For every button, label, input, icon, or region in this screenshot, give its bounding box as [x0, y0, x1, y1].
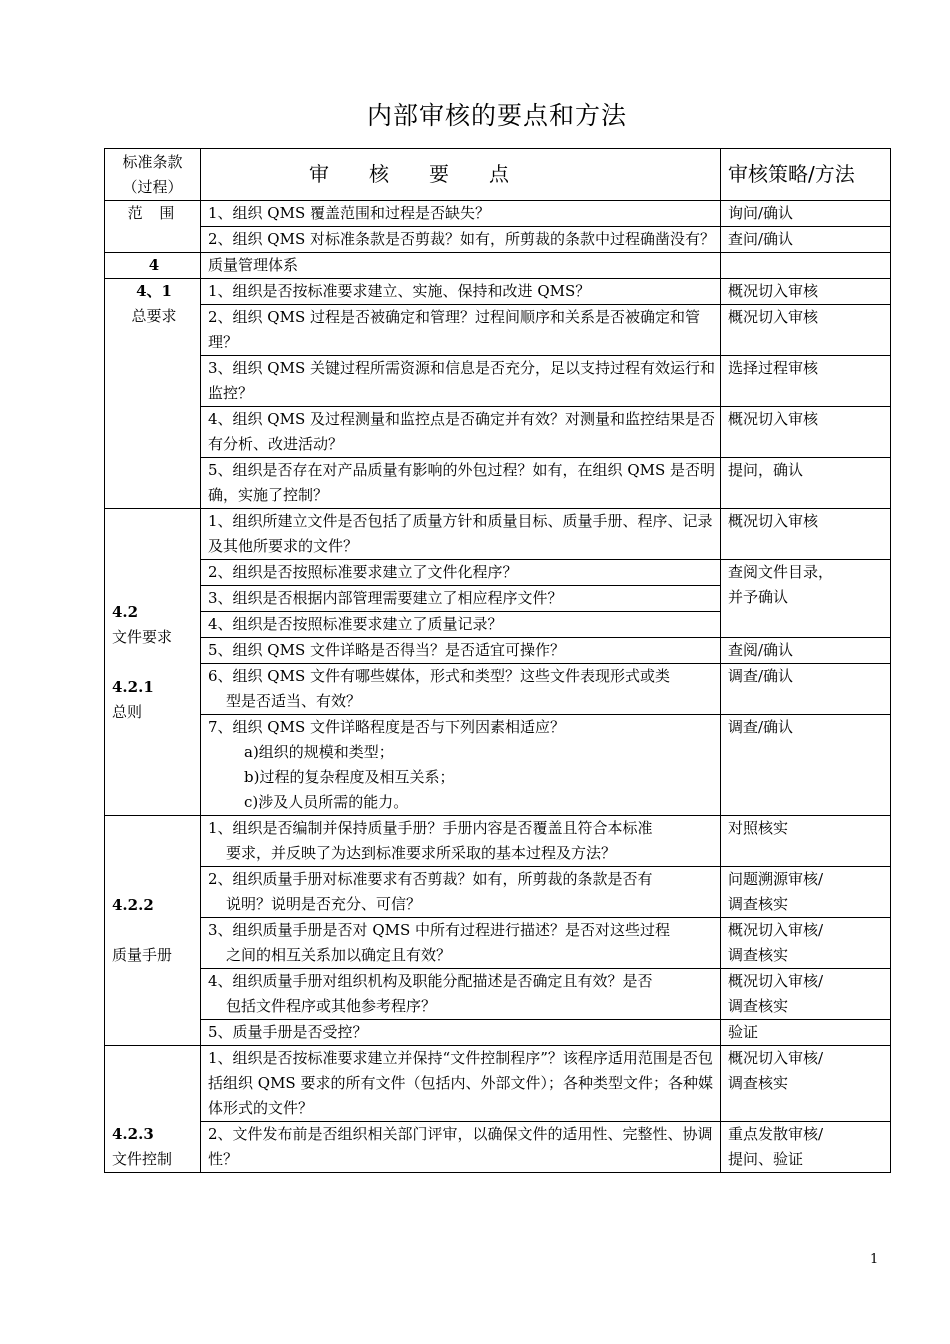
audit-point	[201, 715, 721, 816]
point-sub: b)过程的复杂程度及相互关系；	[244, 768, 455, 786]
section-title: 质量管理体系	[201, 253, 721, 279]
section-row	[105, 253, 891, 279]
clause-number: 4.2.2	[112, 896, 154, 914]
method-line: 并予确认	[728, 588, 789, 606]
table-row	[105, 638, 891, 664]
audit-method: 调查/确认	[721, 715, 891, 816]
section-number: 4	[105, 253, 201, 279]
audit-point: 4、组织是否按照标准要求建立了质量记录？	[201, 612, 721, 638]
table-row	[105, 356, 891, 407]
audit-point: 3、组织是否根据内部管理需要建立了相应程序文件？	[201, 586, 721, 612]
point-line: 4、组织质量手册对组织机构及职能分配描述是否确定且有效？是否	[208, 972, 653, 990]
table-row	[105, 867, 891, 918]
point-sub: a)组织的规模和类型；	[244, 743, 394, 761]
header-clause	[105, 149, 201, 201]
header-clause-line2: （过程）	[122, 177, 183, 196]
audit-method	[721, 969, 891, 1020]
audit-point: 1、组织是否按标准要求建立并保持“文件控制程序”？该程序适用范围是否包括组织 QMS 要求的所有文件（包括内、外部文件）；各种类型文件；各种媒体形式的文件？	[201, 1046, 721, 1122]
audit-method: 验证	[721, 1020, 891, 1046]
method-line: 概况切入审核/	[728, 1049, 824, 1067]
audit-point	[201, 867, 721, 918]
point-line: 说明？说明是否充分、可信？	[226, 895, 422, 913]
point-line: 3、组织质量手册是否对 QMS 中所有过程进行描述？是否对这些过程	[208, 921, 671, 939]
audit-point	[201, 664, 721, 715]
clause-name: 文件要求	[112, 627, 173, 646]
audit-method: 调查/确认	[721, 664, 891, 715]
clause-name: 总要求	[131, 307, 177, 325]
method-line: 调查核实	[728, 1074, 789, 1092]
scope-label: 范 围	[105, 201, 201, 253]
audit-point: 5、质量手册是否受控？	[201, 1020, 721, 1046]
audit-method	[721, 560, 891, 638]
audit-point: 2、组织 QMS 过程是否被确定和管理？过程间顺序和关系是否被确定和管理？	[201, 305, 721, 356]
audit-method: 提问，确认	[721, 458, 891, 509]
table-row	[105, 816, 891, 867]
clause-4-2	[105, 509, 201, 816]
table-row	[105, 227, 891, 253]
audit-point: 5、组织 QMS 文件详略是否得当？是否适宜可操作？	[201, 638, 721, 664]
audit-point	[201, 918, 721, 969]
point-line: 型是否适当、有效？	[226, 692, 362, 710]
table-row	[105, 560, 891, 586]
table-row	[105, 1122, 891, 1173]
header-clause-line1: 标准条款	[122, 152, 183, 171]
audit-method: 概况切入审核	[721, 407, 891, 458]
subclause-number: 4.2.1	[112, 677, 154, 696]
point-line: 包括文件程序或其他参考程序？	[226, 997, 437, 1015]
audit-table	[104, 148, 891, 1173]
table-row	[105, 407, 891, 458]
clause-4-2-3	[105, 1046, 201, 1173]
table-row	[105, 918, 891, 969]
clause-name: 文件控制	[112, 1150, 173, 1168]
audit-point: 4、组织 QMS 及过程测量和监控点是否确定并有效？对测量和监控结果是否有分析、改进活动？	[201, 407, 721, 458]
clause-number: 4.2.3	[112, 1125, 154, 1143]
point-line: 2、组织质量手册对标准要求有否剪裁？如有，所剪裁的条款是否有	[208, 870, 653, 888]
audit-method: 概况切入审核	[721, 279, 891, 305]
method-line: 提问、验证	[728, 1150, 804, 1168]
table-row	[105, 279, 891, 305]
page-number: 1	[870, 1252, 879, 1267]
table-row	[105, 1046, 891, 1122]
method-line: 重点发散审核/	[728, 1125, 824, 1143]
audit-method	[721, 816, 891, 867]
table-row	[105, 1020, 891, 1046]
method-line: 概况切入审核/	[728, 972, 824, 990]
table-row	[105, 201, 891, 227]
audit-point: 2、文件发布前是否组织相关部门评审，以确保文件的适用性、完整性、协调性？	[201, 1122, 721, 1173]
header-method: 审核策略/方法	[721, 149, 891, 201]
audit-point	[201, 816, 721, 867]
table-row	[105, 305, 891, 356]
method-line: 查阅文件目录，	[728, 563, 834, 581]
audit-point: 3、组织 QMS 关键过程所需资源和信息是否充分，足以支持过程有效运行和监控？	[201, 356, 721, 407]
point-line: 1、组织是否编制并保持质量手册？手册内容是否覆盖且符合本标准	[208, 819, 653, 837]
audit-point: 2、组织 QMS 对标准条款是否剪裁？如有，所剪裁的条款中过程确凿没有？	[201, 227, 721, 253]
subclause-name: 总则	[112, 702, 143, 721]
audit-method: 查问/确认	[721, 227, 891, 253]
audit-method: 概况切入审核	[721, 305, 891, 356]
audit-method: 查阅/确认	[721, 638, 891, 664]
header-row	[105, 149, 891, 201]
audit-method: 选择过程审核	[721, 356, 891, 407]
method-line: 调查核实	[728, 946, 789, 964]
audit-method	[721, 867, 891, 918]
table-row	[105, 969, 891, 1020]
audit-method	[721, 1046, 891, 1122]
header-points: 审 核 要 点	[201, 149, 721, 201]
method-line: 概况切入审核/	[728, 921, 824, 939]
clause-4-2-2	[105, 816, 201, 1046]
audit-point: 1、组织是否按标准要求建立、实施、保持和改进 QMS？	[201, 279, 721, 305]
clause-4-1	[105, 279, 201, 509]
audit-method: 询问/确认	[721, 201, 891, 227]
audit-point: 1、组织所建立文件是否包括了质量方针和质量目标、质量手册、程序、记录及其他所要求的文件？	[201, 509, 721, 560]
audit-point: 1、组织 QMS 覆盖范围和过程是否缺失？	[201, 201, 721, 227]
clause-number: 4、1	[136, 282, 172, 300]
method-line: 对照核实	[728, 819, 789, 837]
audit-point	[201, 969, 721, 1020]
clause-number: 4.2	[112, 602, 139, 621]
audit-method	[721, 918, 891, 969]
empty-cell	[721, 253, 891, 279]
clause-name: 质量手册	[112, 946, 173, 964]
audit-method	[721, 1122, 891, 1173]
method-line: 调查核实	[728, 997, 789, 1015]
point-line: 之间的相互关系加以确定且有效？	[226, 946, 452, 964]
table-row	[105, 715, 891, 816]
audit-point: 5、组织是否存在对产品质量有影响的外包过程？如有，在组织 QMS 是否明确，实施了控制？	[201, 458, 721, 509]
point-sub: c)涉及人员所需的能力。	[244, 793, 409, 811]
table-row	[105, 509, 891, 560]
point-line: 要求，并反映了为达到标准要求所采取的基本过程及方法？	[226, 844, 617, 862]
page-title: 内部审核的要点和方法	[366, 101, 627, 130]
point-line: 6、组织 QMS 文件有哪些媒体，形式和类型？这些文件表现形式或类	[208, 667, 671, 685]
audit-point: 2、组织是否按照标准要求建立了文件化程序？	[201, 560, 721, 586]
table-row	[105, 664, 891, 715]
audit-method: 概况切入审核	[721, 509, 891, 560]
point-line: 7、组织 QMS 文件详略程度是否与下列因素相适应？	[208, 718, 566, 736]
table-row	[105, 458, 891, 509]
method-line: 调查核实	[728, 895, 789, 913]
method-line: 问题溯源审核/	[728, 870, 824, 888]
